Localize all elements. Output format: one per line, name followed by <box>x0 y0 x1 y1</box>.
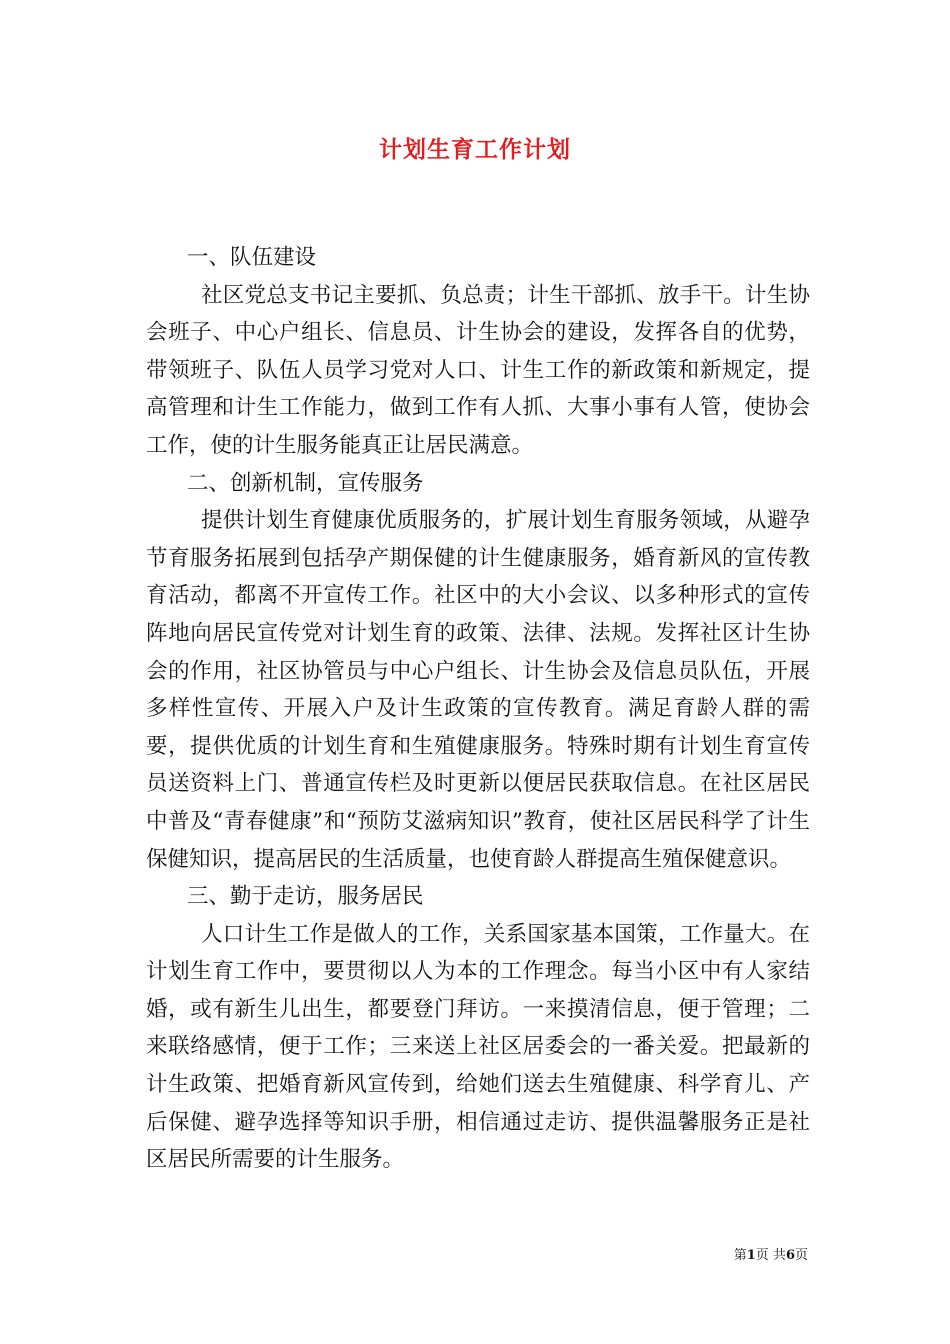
section-heading: 一、队伍建设 <box>187 245 317 270</box>
section-heading: 二、创新机制，宣传服务 <box>187 470 424 496</box>
footer-prefix: 第 <box>733 1248 747 1263</box>
page-number-footer <box>734 1247 808 1265</box>
total-page-number: 6 <box>785 1248 795 1263</box>
current-page-number: 1 <box>746 1248 756 1263</box>
section-paragraph: 人口计生工作是做人的工作，关系国家基本国策，工作量大。在计划生育工作中，要贯彻以人为本的工作理念。每当小区中有人家结婚，或有新生儿出生，都要登门拜访。一来摸清信息，便于管理；二来联络感情，便于工作；三来送上社区居委会的一番关爱。把最新的计生政策、把婚育新风宣传到，给她们送去生殖健康、科学育儿、产后保健、避孕选择等知识手册，相信通过走访、提供温馨服务正是社区居民所需要的计生服务。 <box>146 921 810 1173</box>
section-paragraph: 提供计划生育健康优质服务的，扩展计划生育服务领域，从避孕节育服务拓展到包括孕产期保健的计生健康服务，婚育新风的宣传教育活动，都离不开宣传工作。社区中的大小会议、以多种形式的宣传阵地向居民宣传党对计划生育的政策、法律、法规。发挥社区计生协会的作用，社区协管员与中心户组长、计生协会及信息员队伍，开展多样性宣传、开展入户及计生政策的宣传教育。满足育龄人群的需要，提供优质的计划生育和生殖健康服务。特殊时期有计划生育宣传员送资料上门、普通宣传栏及时更新以便居民获取信息。在社区居民中普及“青春健康”和“预防艾滋病知识”教育，使社区居民科学了计生保健知识，提高居民的生活质量，也使育龄人群提高生殖保健意识。 <box>146 508 810 872</box>
section-paragraph: 社区党总支书记主要抓、负总责；计生干部抓、放手干。计生协会班子、中心户组长、信息员、计生协会的建设，发挥各自的优势，带领班子、队伍人员学习党对人口、计生工作的新政策和新规定，提高管理和计生工作能力，做到工作有人抓、大事小事有人管，使协会工作，使的计生服务能真正让居民满意。 <box>146 282 810 458</box>
footer-suffix: 页 <box>794 1248 808 1263</box>
document-body <box>146 239 810 1179</box>
document-title: 计划生育工作计划 <box>379 136 571 163</box>
section-heading: 三、勤于走访，服务居民 <box>187 884 424 910</box>
footer-middle: 页 共 <box>755 1248 786 1263</box>
